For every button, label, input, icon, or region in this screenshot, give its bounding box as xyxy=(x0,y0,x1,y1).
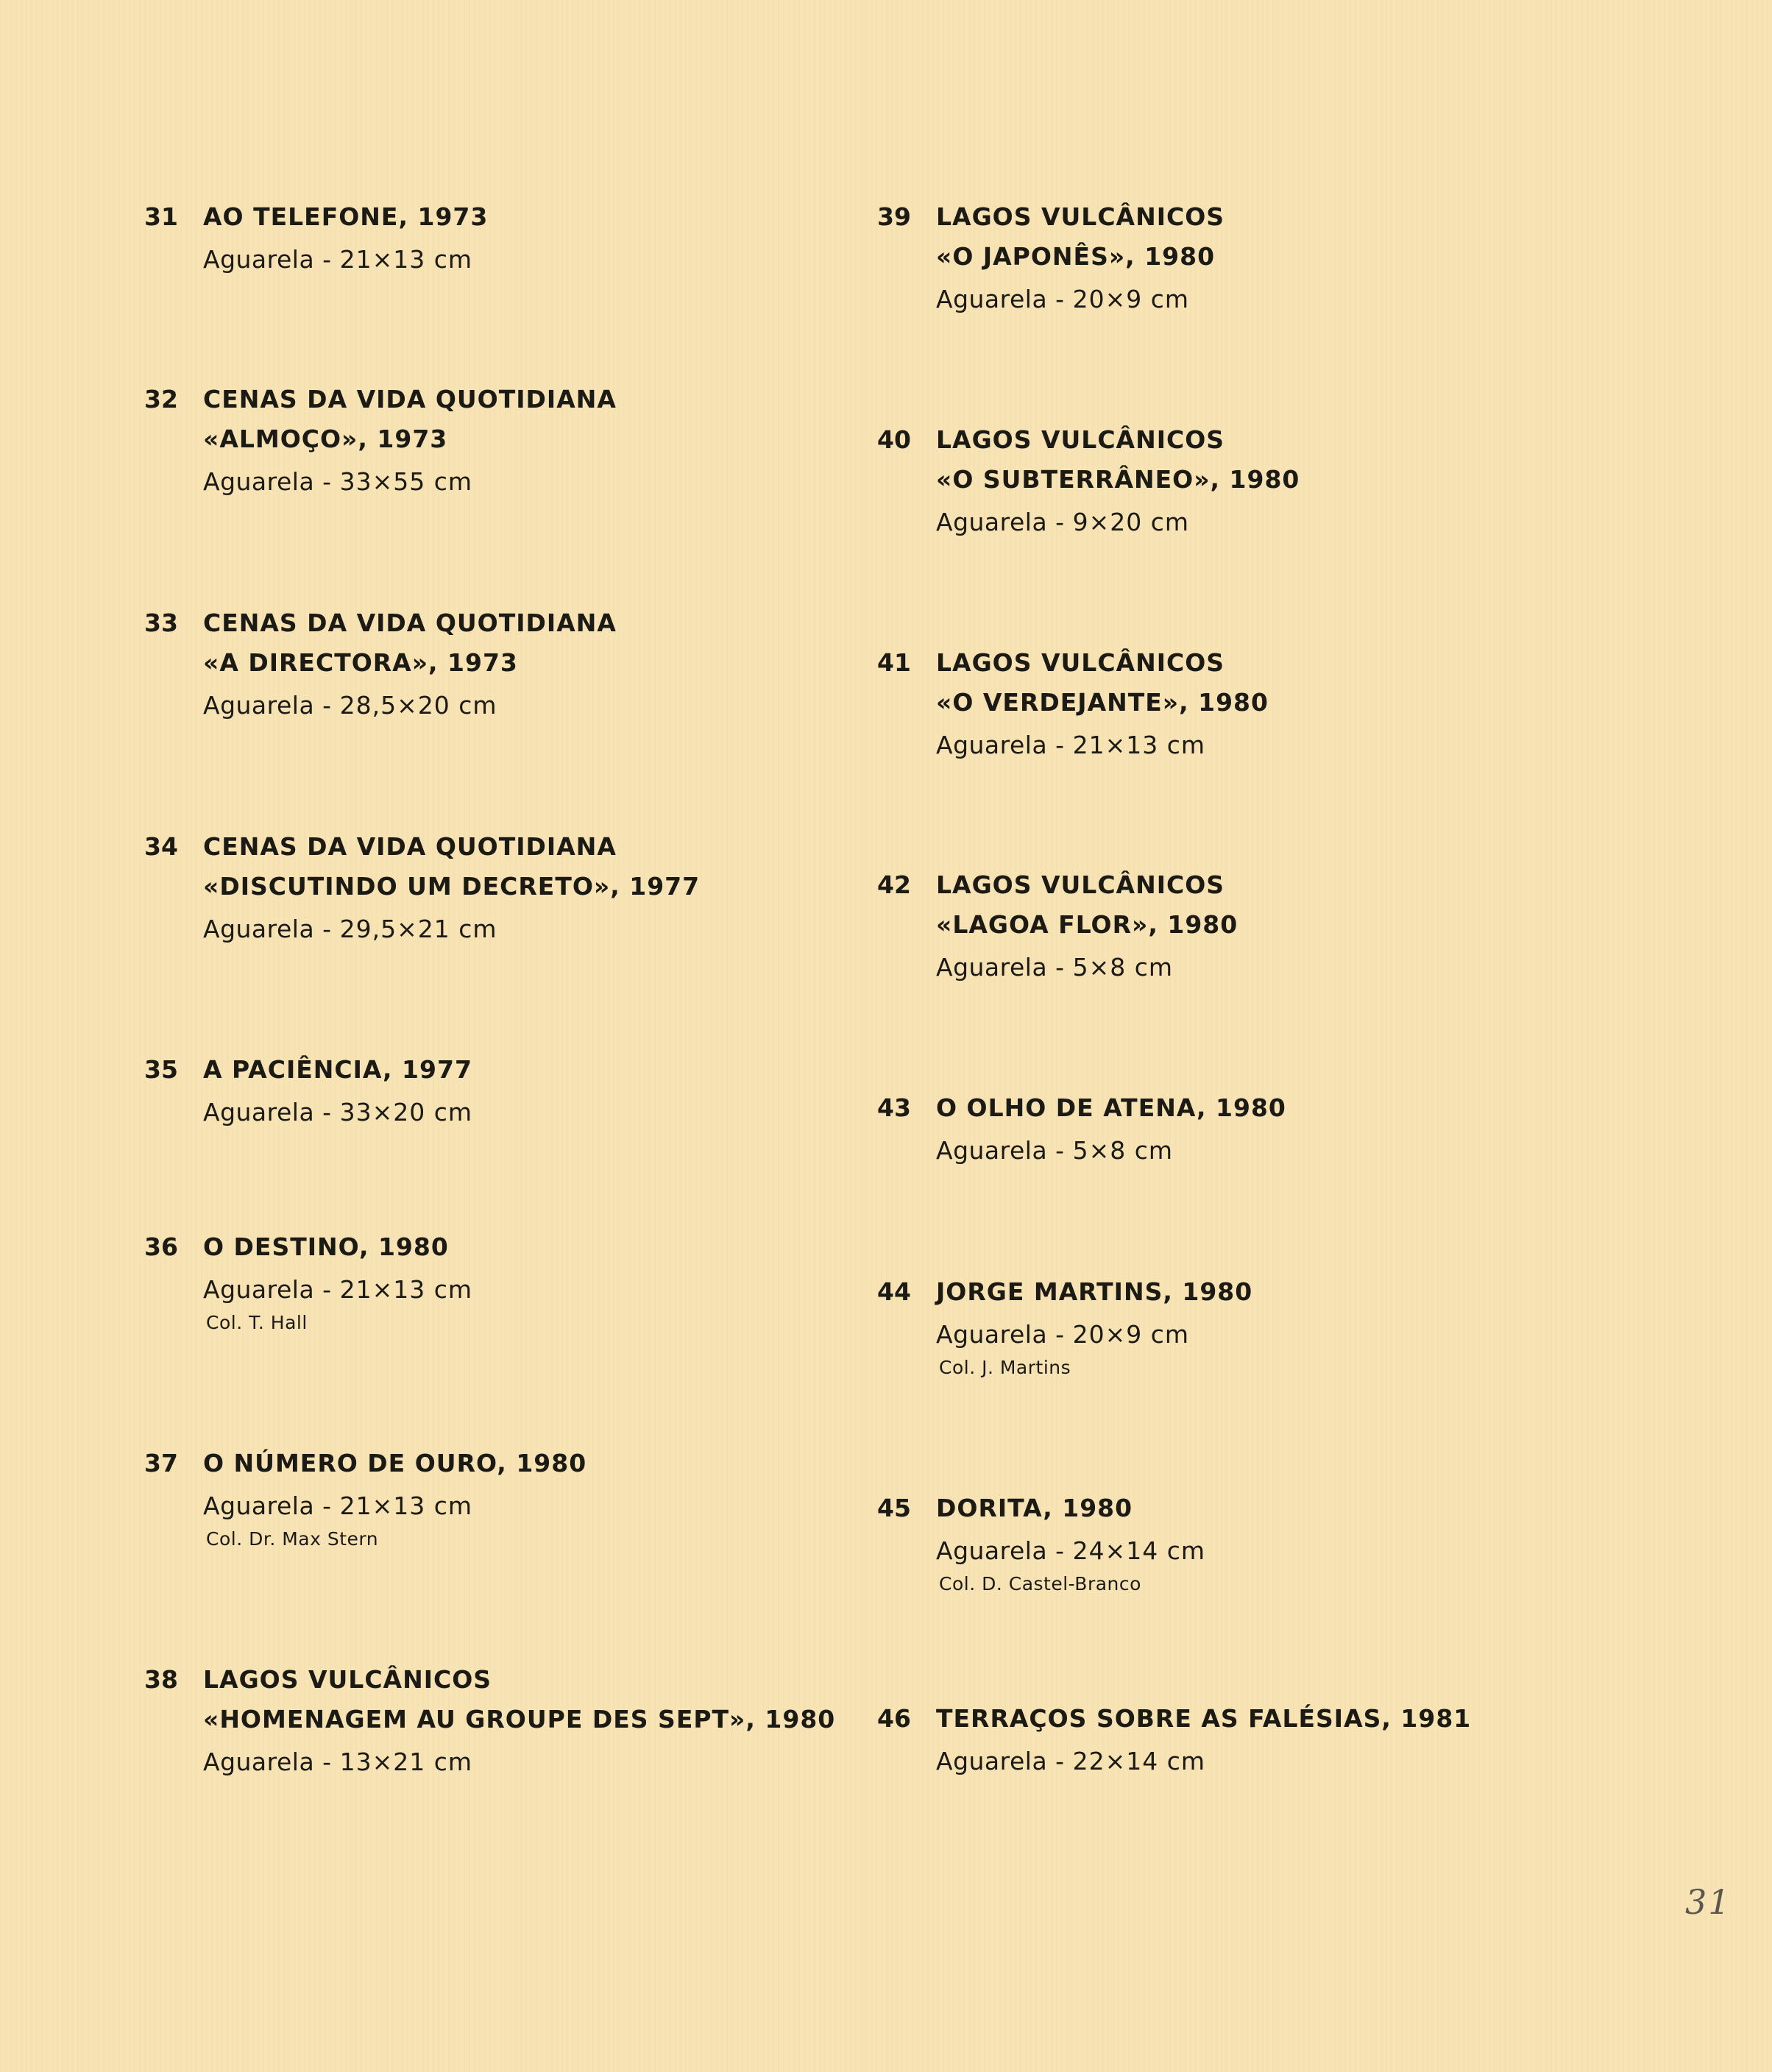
entry-dimensions: 22×14 cm xyxy=(1072,1747,1206,1775)
entry-dimensions: 9×20 cm xyxy=(1072,508,1190,536)
entry-number: 34 xyxy=(144,832,178,861)
entry-medium: Aguarela - 20×9 cm xyxy=(936,285,1190,313)
entry-subtitle: «LAGOA FLOR», 1980 xyxy=(936,910,1238,939)
entry-collection: Col. Dr. Max Stern xyxy=(206,1528,379,1550)
entry-number: 35 xyxy=(144,1055,178,1084)
entry-number: 46 xyxy=(877,1704,911,1733)
entry-medium: Aguarela - 21×13 cm xyxy=(203,1275,473,1304)
entry-collection: Col. D. Castel-Branco xyxy=(939,1573,1141,1594)
entry-title: CENAS DA VIDA QUOTIDIANA xyxy=(203,385,617,414)
entry-medium: Aguarela - 21×13 cm xyxy=(203,245,473,274)
entry-dimensions: 33×55 cm xyxy=(339,467,473,496)
entry-dimensions: 21×13 cm xyxy=(339,1275,473,1304)
entry-medium: Aguarela - 28,5×20 cm xyxy=(203,691,497,720)
entry-number: 39 xyxy=(877,202,911,231)
entry-title: LAGOS VULCÂNICOS xyxy=(936,202,1225,231)
entry-number: 44 xyxy=(877,1277,911,1306)
entry-title: JORGE MARTINS, 1980 xyxy=(936,1277,1253,1306)
entry-title: LAGOS VULCÂNICOS xyxy=(936,870,1225,899)
entry-dimensions: 24×14 cm xyxy=(1072,1536,1206,1565)
entry-dimensions: 29,5×21 cm xyxy=(339,915,497,943)
entry-medium: Aguarela - 33×20 cm xyxy=(203,1098,473,1127)
page-number: 31 xyxy=(1685,1882,1732,1922)
entry-title: CENAS DA VIDA QUOTIDIANA xyxy=(203,832,617,861)
entry-dimensions: 13×21 cm xyxy=(339,1748,473,1776)
entry-title: LAGOS VULCÂNICOS xyxy=(936,425,1225,454)
entry-collection: Col. J. Martins xyxy=(939,1357,1071,1378)
entry-medium: Aguarela - 20×9 cm xyxy=(936,1320,1190,1349)
entry-title: AO TELEFONE, 1973 xyxy=(203,202,489,231)
entry-medium: Aguarela - 9×20 cm xyxy=(936,508,1190,536)
entry-number: 41 xyxy=(877,648,911,677)
entry-title: LAGOS VULCÂNICOS xyxy=(203,1665,492,1694)
entry-medium: Aguarela - 21×13 cm xyxy=(936,731,1206,759)
entry-medium: Aguarela - 13×21 cm xyxy=(203,1748,473,1776)
entry-medium: Aguarela - 24×14 cm xyxy=(936,1536,1206,1565)
entry-medium: Aguarela - 29,5×21 cm xyxy=(203,915,497,943)
entry-subtitle: «A DIRECTORA», 1973 xyxy=(203,648,518,677)
entry-dimensions: 33×20 cm xyxy=(339,1098,473,1127)
entry-dimensions: 21×13 cm xyxy=(1072,731,1206,759)
entry-dimensions: 5×8 cm xyxy=(1072,953,1174,982)
entry-dimensions: 28,5×20 cm xyxy=(339,691,497,720)
entry-dimensions: 21×13 cm xyxy=(339,245,473,274)
entry-number: 31 xyxy=(144,202,178,231)
entry-medium: Aguarela - 33×55 cm xyxy=(203,467,473,496)
entry-number: 37 xyxy=(144,1449,178,1477)
entry-number: 36 xyxy=(144,1232,178,1261)
entry-title: O DESTINO, 1980 xyxy=(203,1232,449,1261)
entry-dimensions: 21×13 cm xyxy=(339,1491,473,1520)
entry-title: A PACIÊNCIA, 1977 xyxy=(203,1055,472,1084)
entry-title: LAGOS VULCÂNICOS xyxy=(936,648,1225,677)
entry-subtitle: «ALMOÇO», 1973 xyxy=(203,425,448,453)
entry-subtitle: «HOMENAGEM AU GROUPE DES SEPT», 1980 xyxy=(203,1705,836,1734)
entry-number: 32 xyxy=(144,385,178,414)
entry-title: DORITA, 1980 xyxy=(936,1494,1133,1522)
entry-number: 40 xyxy=(877,425,911,454)
entry-number: 43 xyxy=(877,1093,911,1122)
entry-title: CENAS DA VIDA QUOTIDIANA xyxy=(203,609,617,637)
entry-dimensions: 5×8 cm xyxy=(1072,1136,1174,1165)
entry-medium: Aguarela - 5×8 cm xyxy=(936,953,1174,982)
entry-subtitle: «O JAPONÊS», 1980 xyxy=(936,242,1216,271)
entry-subtitle: «O VERDEJANTE», 1980 xyxy=(936,688,1269,717)
entry-subtitle: «DISCUTINDO UM DECRETO», 1977 xyxy=(203,872,701,901)
entry-medium: Aguarela - 21×13 cm xyxy=(203,1491,473,1520)
entry-number: 38 xyxy=(144,1665,178,1694)
entry-dimensions: 20×9 cm xyxy=(1072,1320,1190,1349)
entry-dimensions: 20×9 cm xyxy=(1072,285,1190,313)
entry-title: O NÚMERO DE OURO, 1980 xyxy=(203,1449,587,1477)
entry-title: TERRAÇOS SOBRE AS FALÉSIAS, 1981 xyxy=(936,1704,1472,1733)
entry-number: 42 xyxy=(877,870,911,899)
entry-medium: Aguarela - 5×8 cm xyxy=(936,1136,1174,1165)
entry-number: 45 xyxy=(877,1494,911,1522)
entry-subtitle: «O SUBTERRÂNEO», 1980 xyxy=(936,465,1300,494)
entry-title: O OLHO DE ATENA, 1980 xyxy=(936,1093,1286,1122)
entry-medium: Aguarela - 22×14 cm xyxy=(936,1747,1206,1775)
entry-collection: Col. T. Hall xyxy=(206,1312,308,1333)
entry-number: 33 xyxy=(144,609,178,637)
